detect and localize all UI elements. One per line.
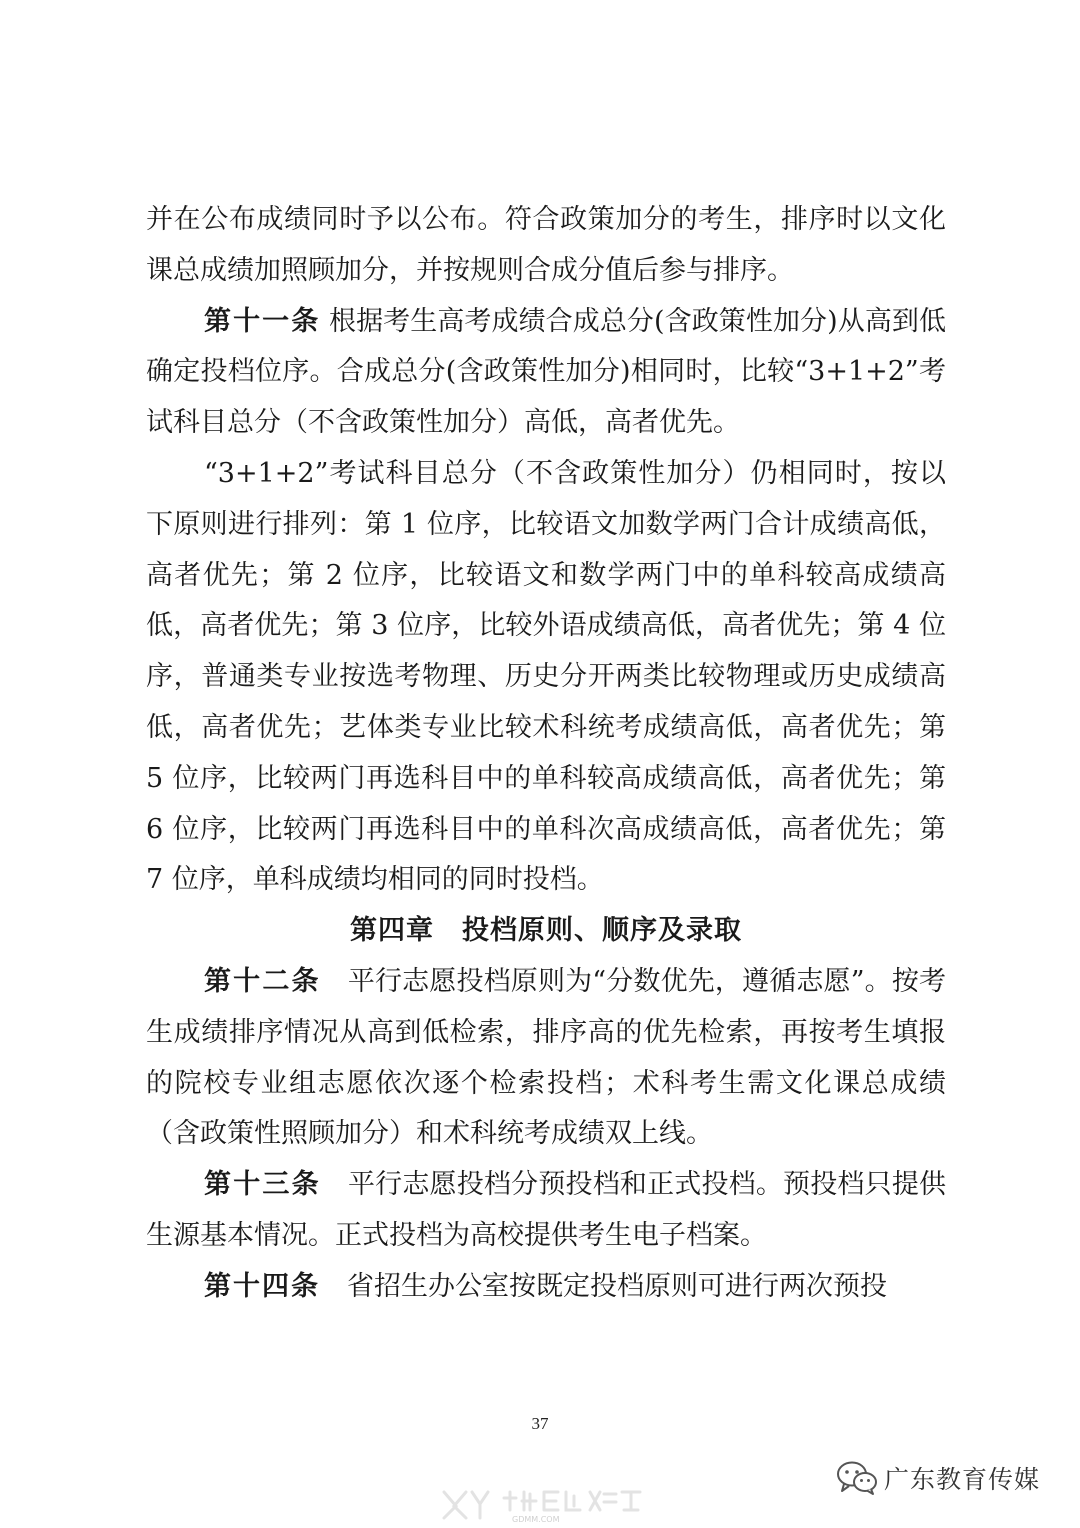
paragraph-continuation: 并在公布成绩同时予以公布。符合政策加分的考生，排序时以文化课总成绩加照顾加分，并按规则合成分值后参与排序。 [146,204,946,286]
paragraph-ranking-rules: “3+1+2”考试科目总分（不含政策性加分）仍相同时，按以下原则进行排列：第 1 位序，比较语文加数学两门合计成绩高低，高者优先；第 2 位序，比较语文和数学两门中的单科较高成绩高低，高者优先；第 3 位序，比较外语成绩高低，高者优先；第 4 位序，普通类专业按选考物理、历史分开两类比较物理或历史成绩高低，高者优先；艺体类专业比较术科统考成绩高低，高者优先；第 5 位序，比较两门再选科目中的单科较高成绩高低，高者优先；第 6 位序，比较两门再选科目中的单科次高成绩高低，高者优先；第 7 位序，单科成绩均相同的同时投档。 [146,457,946,896]
wechat-account-name: 广东教育传媒 [884,1465,1041,1494]
article-text: 根据考生高考成绩合成总分(含政策性加分)从高到低确定投档位序。合成总分(含政策性加分)相同时，比较“3+1+2”考试科目总分（不含政策性加分）高低，高者优先。 [146,305,947,439]
article-title: 第十三条 [204,1169,321,1201]
wechat-icon [836,1460,878,1496]
article-text: 省招生办公室按既定投档原则可进行两次预投 [320,1270,887,1302]
article-14 [146,1262,946,1313]
article-12 [146,957,946,1160]
page-number: 37 [531,1414,549,1433]
article-13 [146,1160,946,1262]
article-title: 第十四条 [204,1270,320,1302]
document-body [146,195,946,1313]
article-text: 平行志愿投档原则为“分数优先，遵循志愿”。按考生成绩排序情况从高到低检索，排序高的优先检索，再按考生填报的院校专业组志愿依次逐个检索投档；术科考生需文化课总成绩（含政策性照顾加分）和术科统考成绩双上线。 [146,965,947,1150]
wechat-watermark [836,1458,1040,1498]
chapter-heading: 第四章 投档原则、顺序及录取 [350,915,742,947]
gdmm-url: GDMM.COM [512,1515,560,1524]
article-11 [146,297,946,449]
article-title: 第十一条 [204,305,321,337]
article-text: 平行志愿投档分预投档和正式投档。预投档只提供生源基本情况。正式投档为高校提供考生电子档案。 [146,1169,947,1251]
gdmm-logo [440,1484,650,1524]
article-title: 第十二条 [204,965,321,997]
